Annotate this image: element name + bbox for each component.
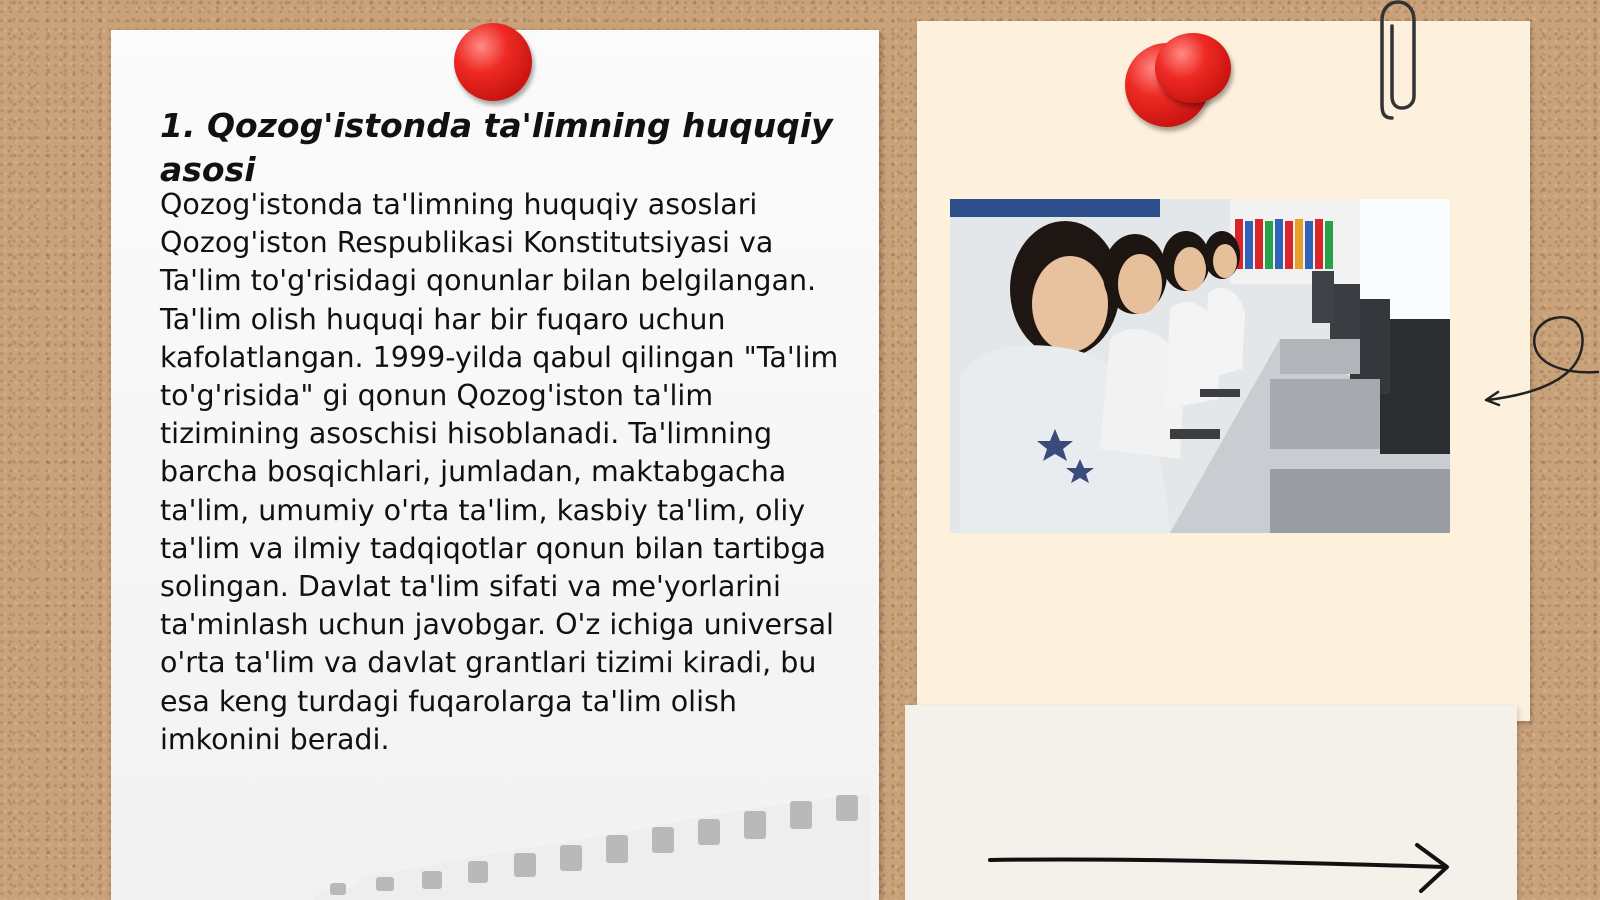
paper-clip-icon xyxy=(1378,0,1418,125)
torn-paper-edge-icon xyxy=(310,795,870,900)
classroom-computer-photo xyxy=(950,199,1450,533)
slide-title: 1. Qozog'istonda ta'limning huquqiy asosi xyxy=(160,106,833,189)
push-pin-icon xyxy=(454,23,532,101)
push-pin-icon xyxy=(1155,33,1231,103)
slide-body-text: Qozog'istonda ta'limning huquqiy asoslari Qozog'iston Respublikasi Konstitutsiyasi va Ta'lim to'g'risidagi qonunlar bilan belgilangan. Ta'lim olish huquqi har bir fuqaro uchun kafolatlangan. 1999-yilda qabul qilingan "Ta'lim to'g'risida" gi qonun Qozog'iston ta'lim tizimining asoschisi hisoblanadi. Ta'limning barcha bosqichlari, jumladan, maktabgacha ta'lim, umumiy o'rta ta'lim, kasbiy ta'lim, oliy ta'lim va ilmiy tadqiqotlar qonun bilan tartibga solingan. Davlat ta'lim sifati va me'yorlarini ta'minlash uchun javobgar. O'z ichiga universal o'rta ta'lim va davlat grantlari tizimi kiradi, bu esa keng turdagi fuqarolarga ta'lim olish imkonini beradi. xyxy=(160,188,839,756)
doodle-loop-icon xyxy=(1480,312,1600,412)
arrow-right-icon xyxy=(985,835,1450,895)
